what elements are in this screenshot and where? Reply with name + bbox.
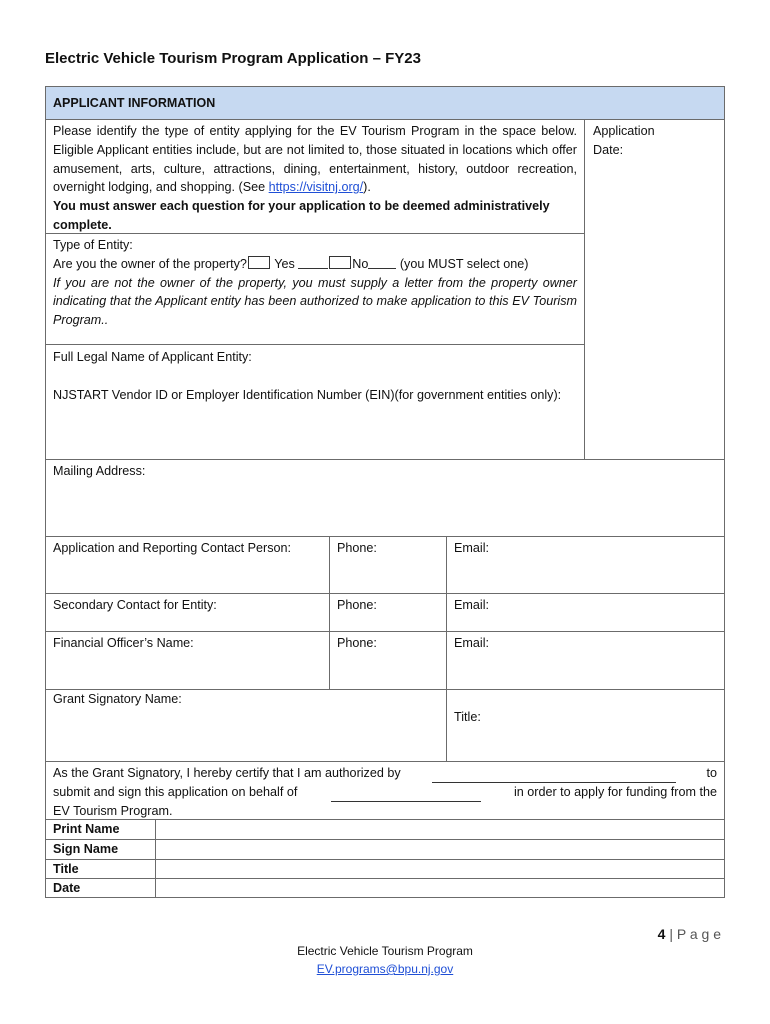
contact-person-cell[interactable] [45, 536, 330, 594]
print-name-label: Print Name [53, 822, 120, 836]
certify-line-3: EV Tourism Program. [53, 803, 173, 818]
grant-title-cell[interactable] [446, 689, 725, 762]
intro-text: Please identify the type of entity applying for the EV Tourism Program in the space below. Eligible Applicant entities include, but are not limited to, those situated in locations which offer amusement, arts, culture, attractions, dining, entertainment, history, outdoor recreation, overnight lodging, and shopping. (See https://visitnj.org/). You must answer each question for your application to be deemed administratively complete. [46, 120, 584, 235]
date-row-label: Date [53, 881, 81, 895]
sign-name-field[interactable] [155, 839, 725, 860]
contact-phone-label: Phone: [337, 541, 377, 555]
contact-person-label: Application and Reporting Contact Person: [53, 541, 292, 555]
secondary-phone-cell[interactable] [329, 593, 447, 632]
sign-name-label-cell [45, 839, 156, 860]
document-title: Electric Vehicle Tourism Program Application – FY23 [45, 50, 421, 67]
administrative-note: You must answer each question for your application to be deemed administratively complete. [53, 199, 550, 232]
intro-cell [45, 119, 585, 234]
authorizing-entity-line[interactable] [432, 764, 676, 783]
secondary-email-label: Email: [454, 598, 489, 612]
certify-line-1: As the Grant Signatory, I hereby certify that I am authorized by to [53, 764, 717, 783]
contact-email-cell[interactable] [446, 536, 725, 594]
legal-name-cell[interactable] [45, 344, 585, 460]
yes-line [298, 268, 328, 269]
secondary-contact-cell[interactable] [45, 593, 330, 632]
financial-phone-label: Phone: [337, 636, 377, 650]
secondary-phone-label: Phone: [337, 598, 377, 612]
section-header: APPLICANT INFORMATION [45, 86, 725, 120]
financial-phone-cell[interactable] [329, 631, 447, 690]
no-line [368, 268, 396, 269]
mailing-address-cell[interactable] [45, 459, 725, 537]
grant-signatory-cell[interactable] [45, 689, 447, 762]
financial-email-cell[interactable] [446, 631, 725, 690]
title-label-cell [45, 859, 156, 879]
no-checkbox[interactable] [329, 256, 351, 269]
financial-officer-label: Financial Officer’s Name: [53, 636, 194, 650]
application-date-cell[interactable] [584, 119, 725, 460]
footer-program: Electric Vehicle Tourism Program [297, 944, 473, 958]
contact-email-label: Email: [454, 541, 489, 555]
owner-question: Are you the owner of the property? Yes No (you MUST select one) [53, 256, 529, 271]
sign-name-label: Sign Name [53, 842, 119, 856]
vendor-id-label: NJSTART Vendor ID or Employer Identification Number (EIN)(for government entities only): [53, 387, 562, 402]
type-of-entity-cell[interactable] [45, 233, 585, 345]
visitnj-link[interactable]: https://visitnj.org/ [268, 180, 364, 195]
behalf-of-line[interactable] [331, 783, 481, 802]
footer-email-link[interactable]: EV.programs@bpu.nj.gov [316, 962, 454, 976]
financial-email-label: Email: [454, 636, 489, 650]
mailing-address-label: Mailing Address: [53, 464, 146, 478]
grant-signatory-label: Grant Signatory Name: [53, 692, 182, 706]
title-row-label: Title [53, 862, 79, 876]
secondary-email-cell[interactable] [446, 593, 725, 632]
date-label-cell [45, 878, 156, 898]
application-date-label: Application Date: [593, 124, 655, 157]
print-name-field[interactable] [155, 819, 725, 840]
certify-line-2: submit and sign this application on behalf of in order to apply for funding from the [53, 783, 717, 802]
title-field[interactable] [155, 859, 725, 879]
financial-officer-cell[interactable] [45, 631, 330, 690]
yes-label: Yes [274, 256, 295, 271]
print-name-label-cell [45, 819, 156, 840]
certification-cell [45, 761, 725, 820]
grant-title-label: Title: [454, 710, 481, 724]
date-field[interactable] [155, 878, 725, 898]
contact-phone-cell[interactable] [329, 536, 447, 594]
owner-letter-note: If you are not the owner of the property, you must supply a letter from the property owner indicating that the Applicant entity has been authorized to make application to this EV Tourism Program.. [53, 275, 577, 328]
yes-checkbox[interactable] [248, 256, 270, 269]
no-label: No [352, 256, 369, 271]
legal-name-label: Full Legal Name of Applicant Entity: [53, 350, 252, 364]
type-of-entity-label: Type of Entity: [53, 238, 133, 252]
must-select-note: (you MUST select one) [399, 256, 529, 271]
secondary-contact-label: Secondary Contact for Entity: [53, 598, 217, 612]
page-number: 4 | P a g e [657, 926, 721, 942]
